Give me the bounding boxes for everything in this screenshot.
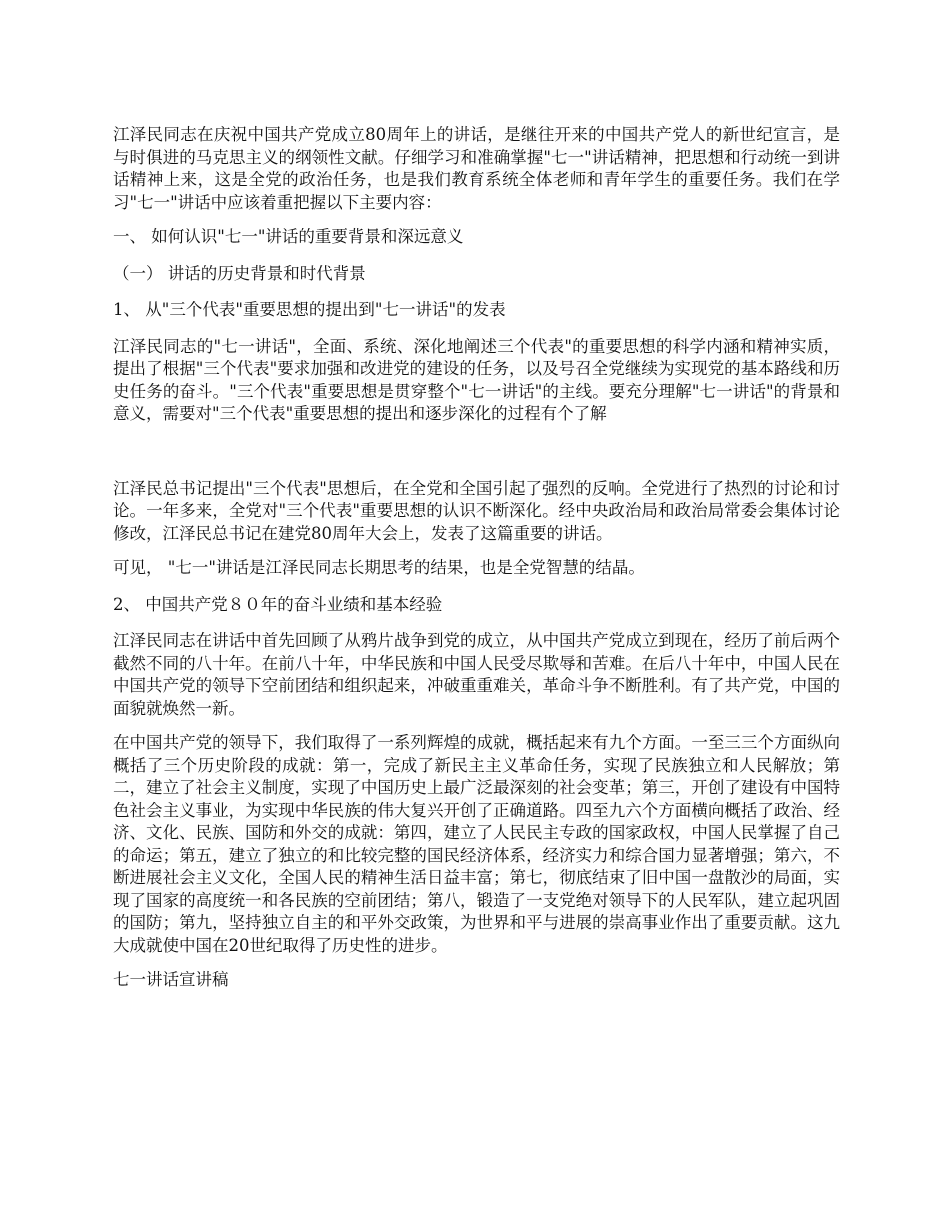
point-heading-1: 1、 从"三个代表"重要思想的提出到"七一讲话"的发表 bbox=[113, 300, 506, 319]
paragraph-conclusion: 可见， "七一"讲话是江泽民同志长期思考的结果，也是全党智慧的结晶。 bbox=[113, 558, 645, 577]
point-heading-2: 2、 中国共产党８０年的奋斗业绩和基本经验 bbox=[113, 594, 443, 614]
section-heading-1: 一、 如何认识"七一"讲话的重要背景和深远意义 bbox=[113, 227, 464, 246]
paragraph-history: 江泽民同志在讲话中首先回顾了从鸦片战争到党的成立，从中国共产党成立到现在，经历了前后两个截然不同的八十年。在前八十年，中华民族和中国人民受尽欺辱和苦难。在后八十年中，中国人民在中国共产党的领导下空前团结和组织起来，冲破重重难关，革命斗争不断胜利。有了共产党，中国的面貌就焕然一新。 bbox=[113, 631, 840, 718]
document-footer-title: 七一讲话宣讲稿 bbox=[113, 970, 229, 989]
intro-paragraph: 江泽民同志在庆祝中国共产党成立80周年上的讲话，是继往开来的中国共产党人的新世纪宣言，是与时俱进的马克思主义的纲领性文献。仔细学习和准确掌握"七一"讲话精神，把思想和行动统一到讲话精神上来，这是全党的政治任务，也是我们教育系统全体老师和青年学生的重要任务。我们在学习"七一"讲话中应该着重把握以下主要内容： bbox=[113, 125, 840, 212]
paragraph-achievements: 在中国共产党的领导下，我们取得了一系列辉煌的成就，概括起来有九个方面。一至三三个方面纵向概括了三个历史阶段的成就：第一，完成了新民主主义革命任务，实现了民族独立和人民解放；第二，建立了社会主义制度，实现了中国历史上最广泛最深刻的社会变革；第三，开创了建设有中国特色社会主义事业，为实现中华民族的伟大复兴开创了正确道路。四至九六个方面横向概括了政治、经济、文化、民族、国防和外交的成就：第四，建立了人民民主专政的国家政权，中国人民掌握了自己的命运；第五，建立了独立的和比较完整的国民经济体系，经济实力和综合国力显著增强；第六，不断进展社会主义文化，全国人民的精神生活日益丰富；第七，彻底结束了旧中国一盘散沙的局面，实现了国家的高度统一和各民族的空前团结；第八，锻造了一支党绝对领导下的人民军队，建立起巩固的国防；第九，坚持独立自主的和平外交政策，为世界和平与进展的崇高事业作出了重要贡献。这九大成就使中国在20世纪取得了历史性的进步。 bbox=[113, 733, 840, 955]
document-body bbox=[113, 124, 840, 1004]
spacer bbox=[113, 438, 840, 478]
paragraph-three-represents: 江泽民同志的"七一讲话"，全面、系统、深化地阐述三个代表"的重要思想的科学内涵和精神实质，提出了根据"三个代表"要求加强和改进党的建设的任务，以及号召全党继续为实现党的基本路线和历史任务的奋斗。"三个代表"重要思想是贯穿整个"七一讲话"的主线。要充分理解"七一讲话"的背景和意义，需要对"三个代表"重要思想的提出和逐步深化的过程有个了解 bbox=[113, 336, 840, 423]
subsection-heading-1: （一） 讲话的历史背景和时代背景 bbox=[113, 263, 366, 283]
paragraph-reaction: 江泽民总书记提出"三个代表"思想后，在全党和全国引起了强烈的反响。全党进行了热烈的讨论和讨论。一年多来，全党对"三个代表"重要思想的认识不断深化。经中央政治局和政治局常委会集体讨论修改，江泽民总书记在建党80周年大会上，发表了这篇重要的讲话。 bbox=[113, 478, 840, 543]
